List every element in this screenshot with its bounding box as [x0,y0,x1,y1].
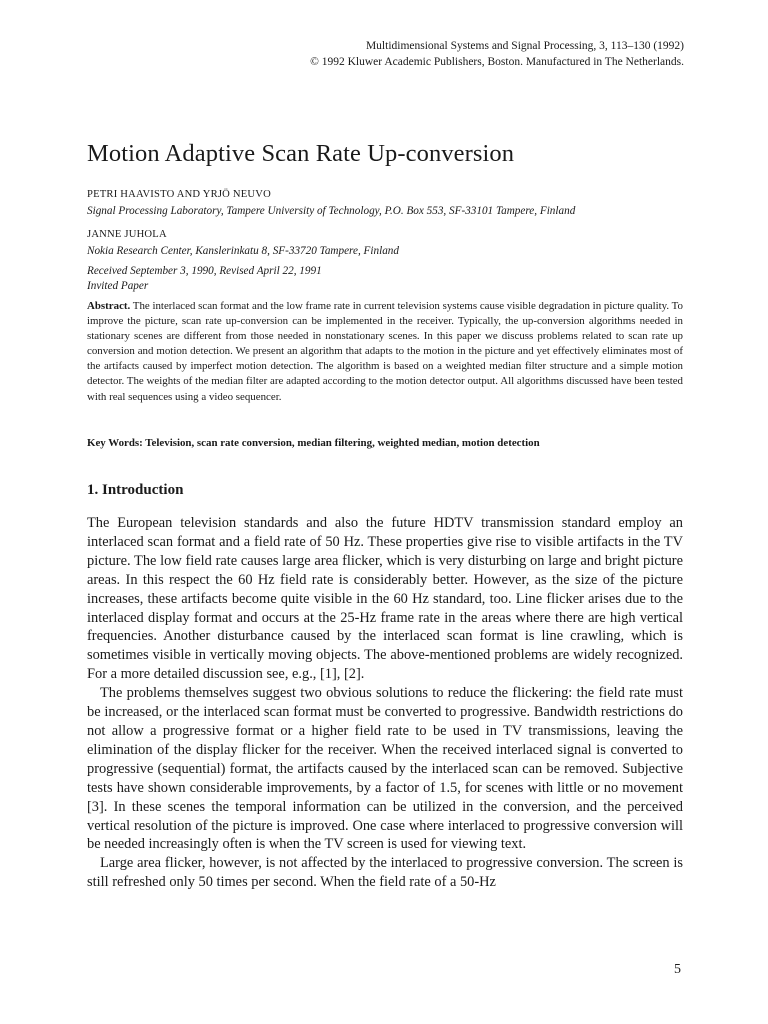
author-names: JANNE JUHOLA [87,229,167,240]
body-paragraph: The European television standards and also the future HDTV transmission standard employ an interlaced scan format and a field rate of 50 Hz. These properties give rise to visible artifacts in the TV picture. The low field rate causes large area flicker, which is very disturbing on large and bright picture areas. In this respect the 60 Hz field rate is considerably better. However, as the size of the picture increases, these artifacts become quite visible in the 60 Hz standard, too. Line flicker arises due to the interlaced display format and occurs at the 25-Hz frame rate in the areas where there are high vertical frequencies. Another disturbance caused by the interlaced scan format is line crawling, which is sometimes visible in vertically moving objects. The above-mentioned problems are widely recognized. For a more detailed discussion see, e.g., [1], [2]. [87,515,683,683]
journal-citation: Multidimensional Systems and Signal Processing, 3, 113–130 (1992) [365,40,684,52]
author-affiliation: Signal Processing Laboratory, Tampere University of Technology, P.O. Box 553, SF-33101 Tampere, Finland [87,205,576,217]
abstract-label: Abstract. [87,300,131,312]
paper-title: Motion Adaptive Scan Rate Up-conversion [87,140,515,167]
paper-type: Invited Paper [87,280,149,292]
body-paragraph: Large area flicker, however, is not affected by the interlaced to progressive conversion. The screen is still refreshed only 50 times per second. When the field rate of a 50-Hz [87,855,683,891]
abstract [87,299,683,405]
copyright-notice: © 1992 Kluwer Academic Publishers, Boston. Manufactured in The Netherlands. [310,56,684,68]
body-paragraph: The problems themselves suggest two obvious solutions to reduce the flickering: the field rate must be increased, or the interlaced scan format must be converted to progressive. Bandwidth restrictions do not allow a progressive format or a higher field rate to be used in TV transmissions, leaving the elimination of the display flicker for the receiver. When the received interlaced signal is converted to progressive (sequential) format, the artifacts caused by the interlaced scan can be removed. Subjective tests have shown considerable improvements, by a factor of 1.5, for scenes with little or no movement [3]. In these scenes the temporal information can be utilized in the conversion, and the perceived vertical resolution of the picture is improved. One case where interlaced to progressive conversion will be needed increasingly often is when the TV screen is used for viewing text. [87,685,683,853]
received-dates: Received September 3, 1990, Revised April 22, 1991 [87,265,322,277]
author-block [87,226,687,260]
author-block [87,186,687,220]
received-info [87,264,322,294]
keywords: Key Words: Television, scan rate conversion, median filtering, weighted median, motion detection [87,437,540,449]
page-number: 5 [674,962,681,977]
section-heading: 1. Introduction [87,482,184,498]
journal-header [310,38,684,70]
author-names: PETRI HAAVISTO AND YRJÖ NEUVO [87,189,271,200]
author-affiliation: Nokia Research Center, Kanslerinkatu 8, SF-33720 Tampere, Finland [87,245,399,257]
section-body [87,514,683,892]
abstract-text: The interlaced scan format and the low frame rate in current television systems cause visible degradation in picture quality. To improve the picture, scan rate up-conversion can be implemented in the receiver. Typically, the up-conversion algorithms needed in stationary scenes are different from those needed in nonstationary scenes. In this paper we discuss problems related to scan rate up conversion and motion detection. We present an algorithm that adapts to the motion in the picture and yet effectively eliminates most of the artifacts caused by imperfect motion detection. The algorithm is based on a weighted median filter structure and a simple motion detector. The weights of the median filter are adapted according to the motion detector output. All algorithms discussed have been tested with real sequences using a video sequencer. [87,300,683,403]
